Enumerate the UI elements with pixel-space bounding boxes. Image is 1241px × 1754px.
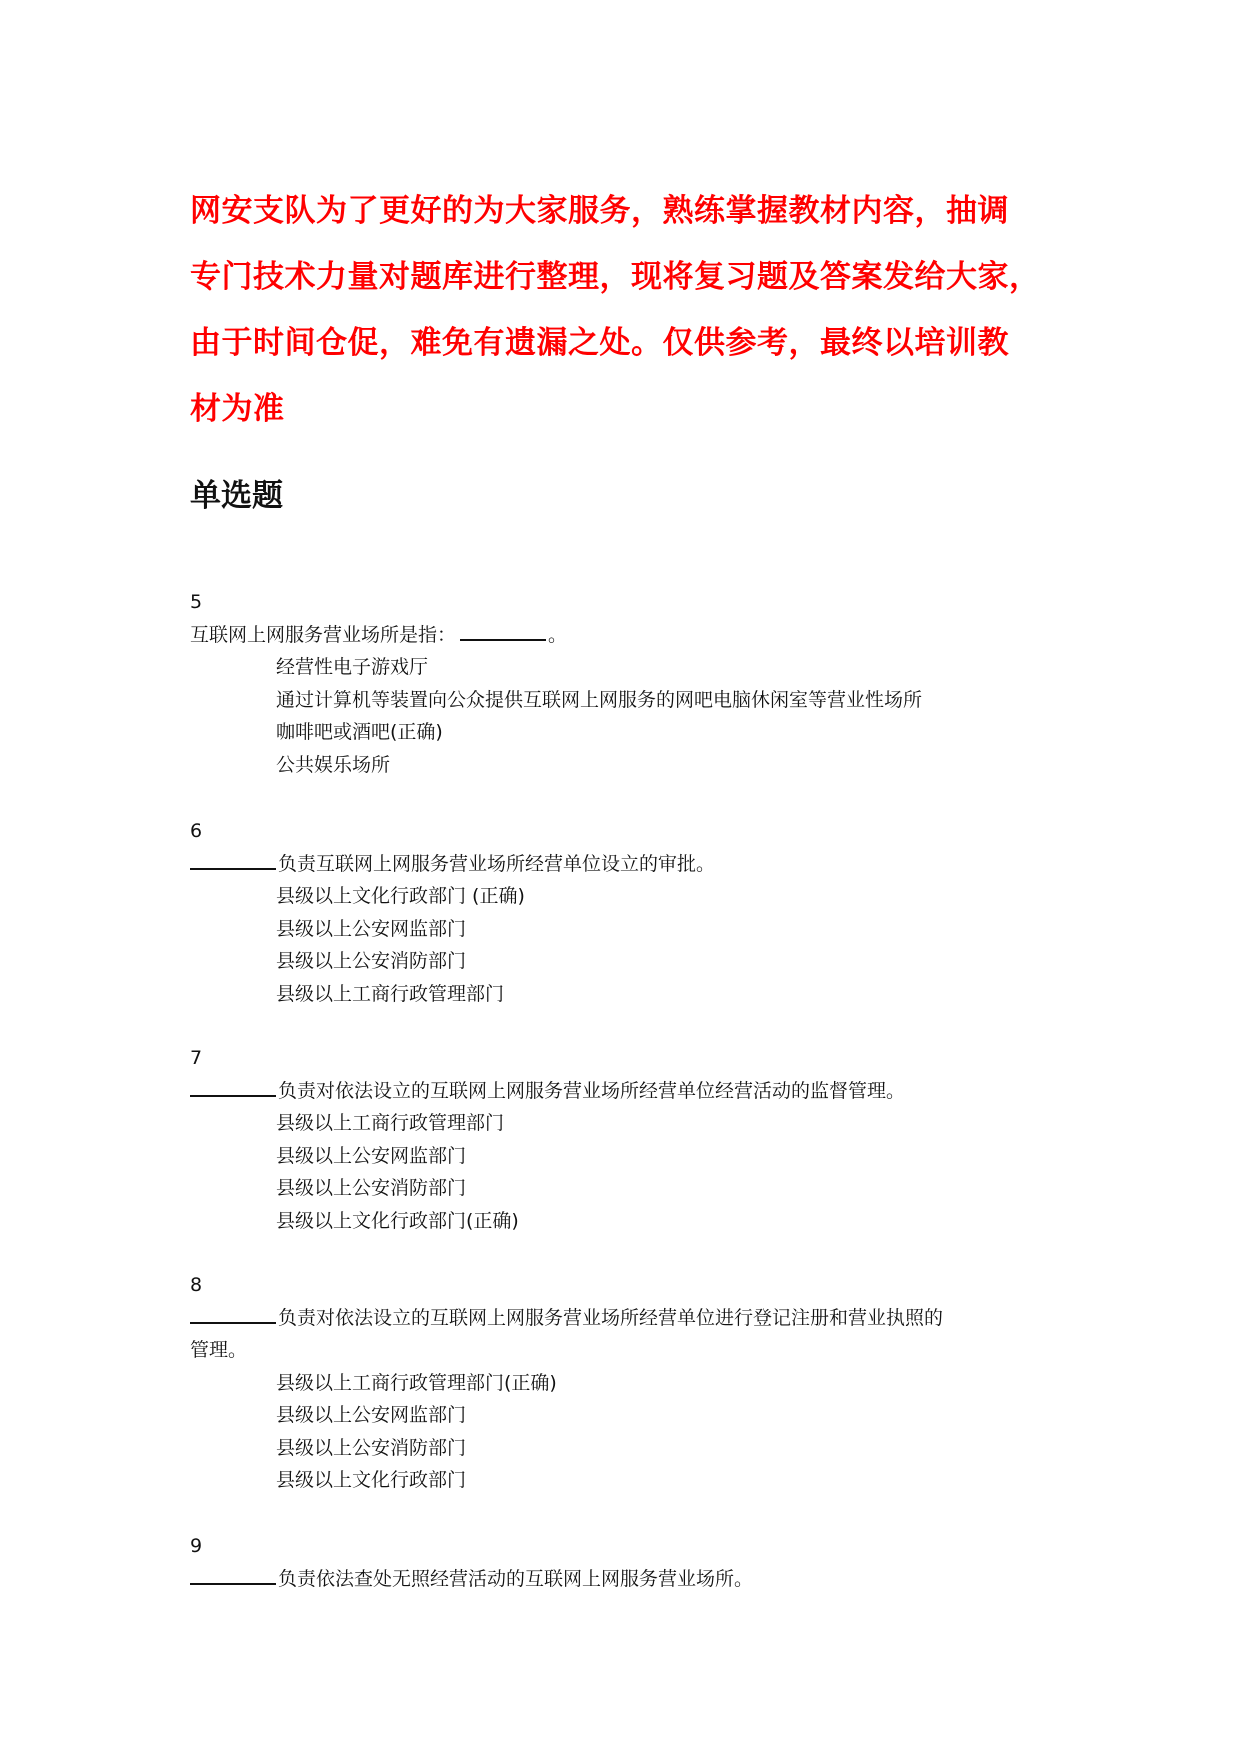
question-9 [190,1530,1070,1595]
option-list [190,651,1070,781]
option-item: 县级以上公安消防部门 [276,1177,467,1199]
option-item: 县级以上公安网监部门 [276,1144,467,1167]
question-number: 7 [190,1047,203,1069]
question-stem-continued: 管理。 [190,1339,248,1361]
notice-line-3: 由于时间仓促，难免有遗漏之处。仅供参考，最终以培训教 [190,325,1009,361]
notice-line-2: 专门技术力量对题库进行整理，现将复习题及答案发给大家， [190,259,1041,295]
question-stem [190,1075,1070,1108]
answer-blank [190,1565,276,1585]
question-6 [190,815,1070,1010]
option-list [190,1367,1070,1497]
option-item: 通过计算机等装置向公众提供互联网上网服务的网吧电脑休闲室等营业性场所 [276,688,923,711]
section-title: 单选题 [190,478,283,514]
question-stem [190,619,1070,652]
question-7 [190,1042,1070,1237]
stem-text: 负责依法查处无照经营活动的互联网上网服务营业场所。 [278,1567,754,1590]
question-number: 8 [190,1274,203,1296]
option-item: 县级以上文化行政部门 (正确) [276,885,525,907]
question-stem [190,1302,1070,1335]
stem-text: 互联网上网服务营业场所是指： [190,623,457,646]
option-item: 县级以上文化行政部门 [276,1469,467,1491]
option-item: 县级以上工商行政管理部门(正确) [276,1371,557,1394]
option-item: 公共娱乐场所 [276,753,391,776]
notice-line-1: 网安支队为了更好的为大家服务，熟练掌握教材内容，抽调 [190,193,1009,229]
option-item: 县级以上文化行政部门(正确) [276,1209,519,1232]
question-number: 5 [190,591,203,613]
option-item: 县级以上工商行政管理部门 [276,1112,505,1134]
notice-paragraph [190,178,1070,442]
question-8 [190,1269,1070,1497]
question-stem [190,848,1070,881]
stem-text: 负责对依法设立的互联网上网服务营业场所经营单位经营活动的监督管理。 [278,1079,906,1102]
stem-text: 负责对依法设立的互联网上网服务营业场所经营单位进行登记注册和营业执照的 [278,1306,944,1329]
option-item: 县级以上公安网监部门 [276,1404,467,1426]
option-item: 县级以上公安网监部门 [276,917,467,940]
question-number: 9 [190,1535,203,1557]
option-item: 县级以上公安消防部门 [276,950,467,972]
answer-blank [190,850,276,870]
question-stem [190,1563,1070,1596]
option-item: 咖啡吧或酒吧(正确) [276,721,443,743]
stem-text: 负责互联网上网服务营业场所经营单位设立的审批。 [278,852,716,875]
question-5 [190,586,1070,781]
answer-blank [190,1077,276,1097]
option-list [190,880,1070,1010]
option-item: 县级以上公安消防部门 [276,1436,467,1459]
answer-blank [460,621,546,641]
option-item: 县级以上工商行政管理部门 [276,982,505,1005]
notice-line-4: 材为准 [190,391,285,427]
question-number: 6 [190,820,203,842]
answer-blank [190,1304,276,1324]
option-item: 经营性电子游戏厅 [276,656,429,678]
option-list [190,1107,1070,1237]
stem-text-end: 。 [548,623,568,646]
